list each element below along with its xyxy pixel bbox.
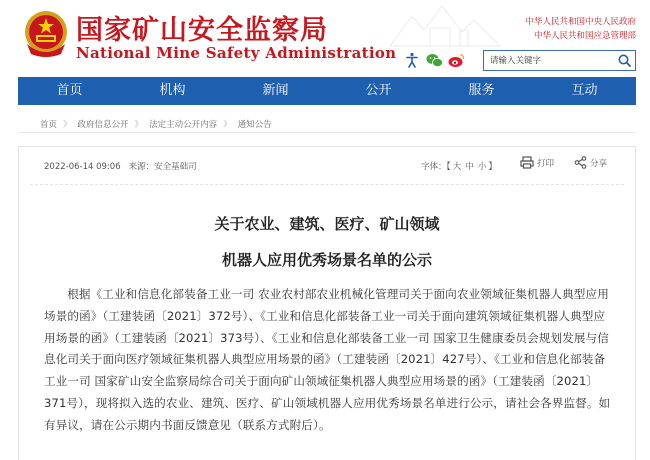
header-tools xyxy=(403,50,465,70)
nav-item-interaction[interactable]: 互动 xyxy=(571,83,598,98)
breadcrumb-statutory[interactable]: 法定主动公开内容 xyxy=(149,120,218,130)
font-size-large[interactable]: 大 xyxy=(452,162,462,172)
site-title-en: National Mine Safety Administration xyxy=(76,44,397,62)
breadcrumb-separator: 》 xyxy=(63,120,72,130)
nav-item-disclosure[interactable]: 公开 xyxy=(365,83,392,98)
breadcrumb-divider xyxy=(18,132,636,133)
breadcrumb xyxy=(40,118,272,130)
printer-icon xyxy=(520,156,534,169)
share-label: 分享 xyxy=(590,158,608,169)
wechat-icon[interactable] xyxy=(425,51,443,69)
breadcrumb-separator: 》 xyxy=(223,120,232,130)
site-title-cn: 国家矿山安全监察局 xyxy=(76,15,328,46)
gov-link-central[interactable]: 中华人民共和国中央人民政府 xyxy=(525,17,636,27)
nav-item-services[interactable]: 服务 xyxy=(468,83,495,98)
share-button[interactable] xyxy=(574,156,607,169)
font-size-small[interactable]: 小 xyxy=(477,162,487,172)
article-body: 根据《工业和信息化部装备工业一司 农业农村部农业机械化管理司关于面向农业领域征集机器人典型应用场景的函》（工建装函〔2021〕372号）、《工业和信息化部装备工业一司关于面向建筑领域征集机器人典型应用场景的函》（工建装函〔2021〕373号）、《工业和信息化部装备工业一司 国家卫生健康委员会规划发展与信息化司关于面向医疗领域征集机器人典型应用场景的函》（工建装函〔2021〕427号）、《工业和信息化部装备工业一司 国家矿山安全监察局综合司关于面向矿山领域征集机器人典型应用场景的函》（工建装函〔2021〕371号），现将拟入选的农业、建筑、医疗、矿山领域机器人应用优秀场景名单进行公示，请社会各界监督。如有异议，请在公示期内书面反馈意见（联系方式附后）。 xyxy=(44,287,611,432)
font-size-control xyxy=(421,160,497,172)
nav-item-news[interactable]: 新闻 xyxy=(262,83,289,98)
article-source: 来源：安全基础司 xyxy=(128,162,197,172)
accessibility-icon[interactable] xyxy=(403,51,421,69)
breadcrumb-notices[interactable]: 通知公告 xyxy=(237,120,272,130)
font-size-label: 字体： xyxy=(421,162,447,172)
search-icon[interactable] xyxy=(613,51,635,70)
font-size-medium[interactable]: 中 xyxy=(465,162,474,172)
meta-divider xyxy=(30,184,624,185)
national-emblem-icon xyxy=(23,8,69,58)
breadcrumb-gov-info[interactable]: 政府信息公开 xyxy=(77,120,129,130)
font-bracket-open: 【 xyxy=(446,162,451,172)
publish-date: 2022-06-14 09:06 xyxy=(44,162,121,172)
mountain-watermark xyxy=(390,0,500,48)
breadcrumb-home[interactable]: 首页 xyxy=(40,120,58,130)
share-icon xyxy=(574,156,587,169)
weibo-icon[interactable] xyxy=(447,51,465,69)
article-title-line-2: 机器人应用优秀场景名单的公示 xyxy=(221,251,432,269)
search-box xyxy=(483,50,636,71)
nav-item-home[interactable]: 首页 xyxy=(56,83,83,98)
print-label: 打印 xyxy=(537,158,555,169)
article-meta xyxy=(44,160,197,172)
gov-link-emergency[interactable]: 中华人民共和国应急管理部 xyxy=(533,31,636,41)
font-bracket-close: 】 xyxy=(488,162,497,172)
nav-item-organization[interactable]: 机构 xyxy=(159,83,186,98)
print-button[interactable] xyxy=(520,156,554,169)
article-title-line-1: 关于农业、建筑、医疗、矿山领域 xyxy=(214,215,440,233)
breadcrumb-separator: 》 xyxy=(134,120,144,130)
search-input[interactable] xyxy=(484,51,613,70)
main-nav xyxy=(18,77,636,105)
